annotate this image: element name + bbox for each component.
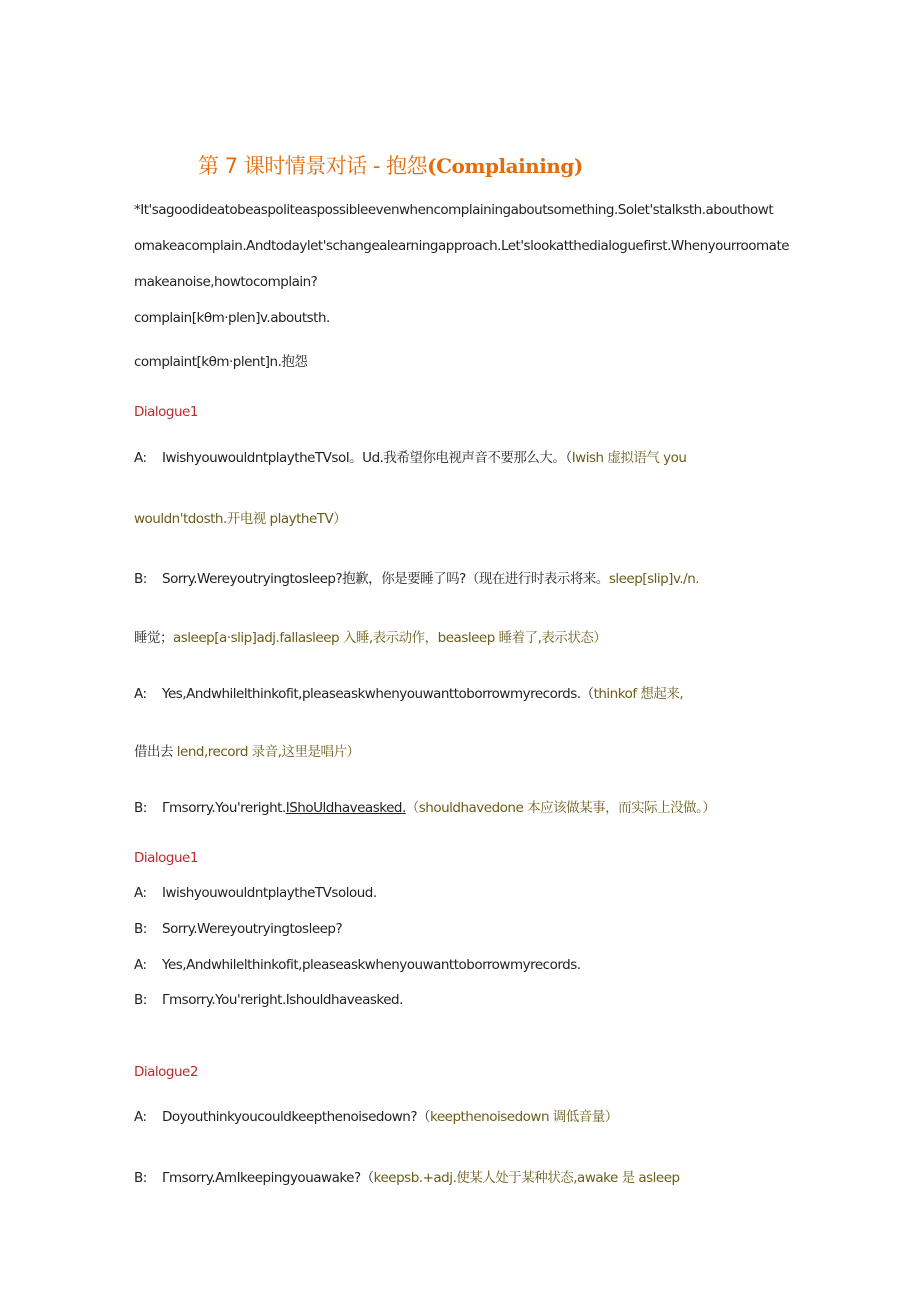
dialogue-heading-3: Dialogue2: [134, 1064, 198, 1080]
dialogue-text: Sorry.Wereyoutryingtosleep?抱歉，你是要睡了吗?（现在进行时表示将来。: [162, 571, 609, 587]
grammar-note: keepsb.+adj.使某人处于某种状态,awake 是 asleep: [373, 1170, 680, 1186]
grammar-note: keepthenoisedown 调低音量）: [430, 1109, 618, 1125]
dialogue-text: Yes,Andwhilelthinkofit,pleaseaskwhenyouwanttoborrowmyrecords.: [162, 957, 581, 973]
dialogue-heading-2: Dialogue1: [134, 850, 198, 866]
dialogue-recap-line: [134, 921, 342, 937]
dialogue2-a1: [134, 1109, 618, 1125]
intro-line-3: makeanoise,howtocomplain?: [134, 274, 318, 290]
grammar-note-cn: 睡觉；: [134, 630, 173, 646]
grammar-note-cn: 借出去: [134, 744, 177, 760]
dialogue-text: Sorry.Wereyoutryingtosleep?: [162, 921, 343, 937]
grammar-note: lend,record 录音,这里是唱片）: [176, 744, 360, 760]
grammar-note: （shouldhavedone 本应该做某事，而实际上没做。）: [405, 800, 716, 816]
dialogue-text: Γmsorry.You'reright.Ishouldhaveasked.: [162, 992, 403, 1008]
dialogue-text: IwishyouwouldntplaytheTVsoI。Ud.我希望你电视声音不要那么大。（: [162, 450, 572, 466]
dialogue-text: IwishyouwouldntplaytheTVsoloud.: [162, 885, 377, 901]
speaker-label: A:: [134, 450, 147, 466]
dialogue1-b1-line2: [134, 630, 606, 646]
dialogue-text: Γmsorry.You'reright.: [162, 800, 286, 816]
dialogue-recap-line: [134, 957, 581, 973]
page-title-en: (Complaining): [427, 154, 583, 178]
speaker-label: B:: [134, 571, 147, 587]
dialogue1-a2-line2: [134, 744, 359, 760]
vocab-complaint: complaint[kθm·plent]n.抱怨: [134, 354, 308, 370]
dialogue1-a1-line1: [134, 450, 686, 466]
speaker-label: A:: [134, 686, 147, 702]
dialogue-text: Doyouthinkyoucouldkeepthenoisedown?（: [162, 1109, 430, 1125]
underlined-phrase: IShoUldhaveasked.: [285, 800, 406, 816]
dialogue1-b1-line1: [134, 571, 699, 587]
grammar-note: sleep[slip]v./n.: [608, 571, 700, 587]
intro-line-2: omakeacomplain.Andtodaylet'schangealearningapproach.Let'slookatthedialoguefirst.Whenyourroomate: [134, 238, 790, 254]
dialogue-heading-1: Dialogue1: [134, 404, 198, 420]
intro-line-1: *It'sagoodideatobeaspoliteaspossibleevenwhencomplainingaboutsomething.Solet'stalksth.abouthowt: [134, 202, 774, 218]
speaker-label: A:: [134, 1109, 147, 1125]
vocab-complain: complain[kθm·plen]v.aboutsth.: [134, 310, 330, 326]
dialogue1-a1-line2: wouldn'tdosth.开电视 playtheTV）: [134, 511, 347, 527]
grammar-note: Iwish 虚拟语气 you: [571, 450, 687, 466]
grammar-note: thinkof 想起来,: [593, 686, 684, 702]
page-title: [198, 150, 583, 180]
speaker-label: A:: [134, 885, 147, 901]
speaker-label: B:: [134, 921, 147, 937]
dialogue1-a2-line1: [134, 686, 683, 702]
page-title-cn: 第 7 课时情景对话 - 抱怨: [198, 154, 428, 178]
dialogue-recap-line: [134, 885, 377, 901]
speaker-label: B:: [134, 800, 147, 816]
dialogue-text: Γmsorry.AmIkeepingyouawake?（: [162, 1170, 374, 1186]
dialogue1-b2: [134, 800, 715, 816]
dialogue-text: Yes,Andwhilelthinkofit,pleaseaskwhenyouwanttoborrowmyrecords.（: [162, 686, 594, 702]
speaker-label: B:: [134, 992, 147, 1008]
speaker-label: A:: [134, 957, 147, 973]
speaker-label: B:: [134, 1170, 147, 1186]
dialogue-recap-line: [134, 992, 403, 1008]
dialogue2-b1: [134, 1170, 680, 1186]
grammar-note: asleep[a·slip]adj.fallasleep 入睡,表示动作，beasleep 睡着了,表示状态）: [173, 630, 607, 646]
